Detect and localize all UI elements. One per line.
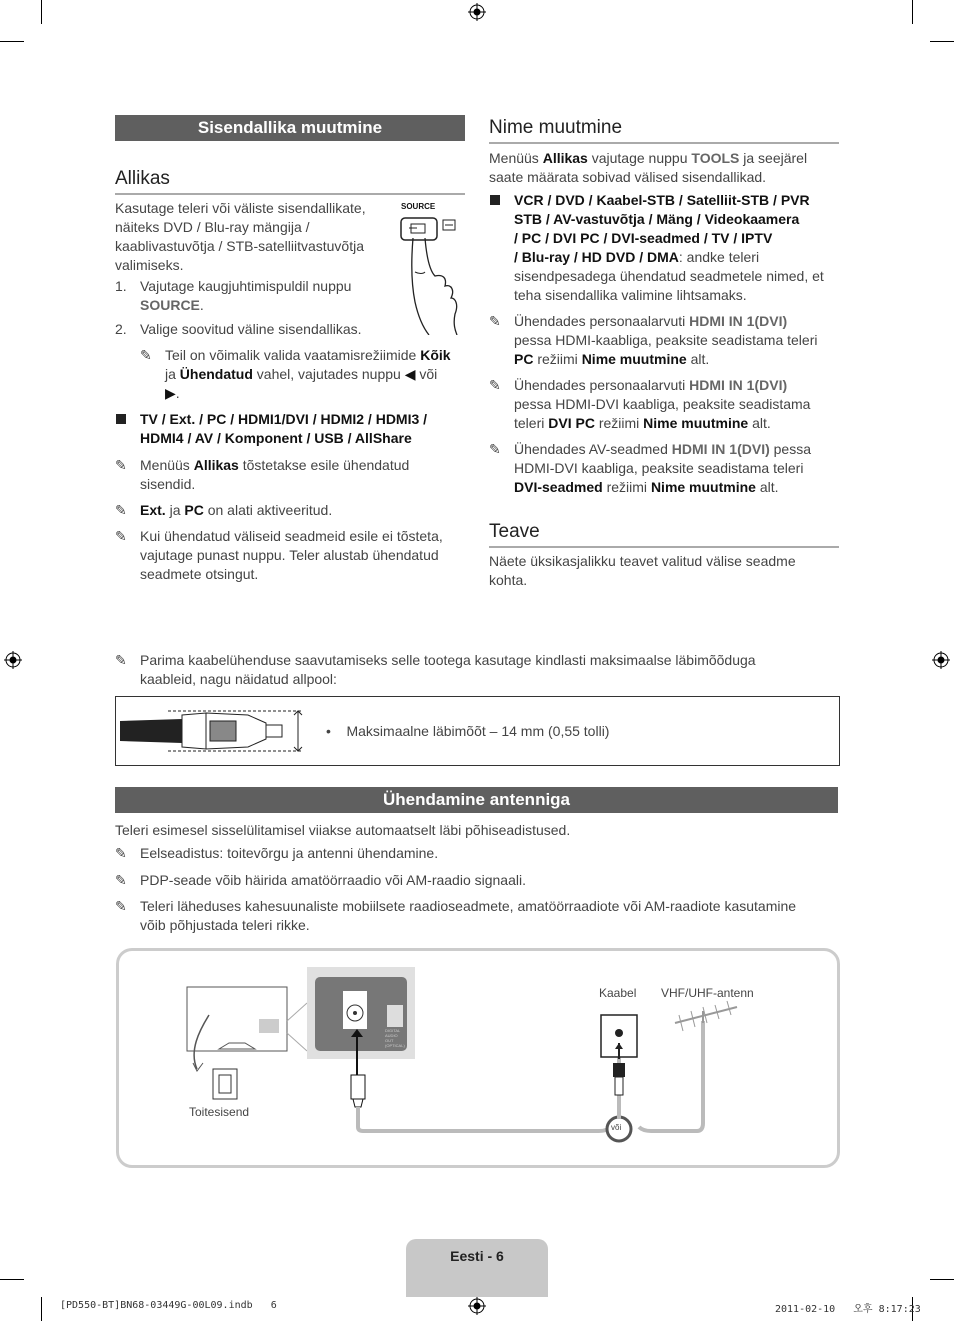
ant-in-label: ANT IN xyxy=(346,996,363,1002)
text: Ühendades personaalarvuti xyxy=(514,377,686,393)
rename-intro xyxy=(489,149,839,187)
text: Menüüs xyxy=(489,150,539,166)
note-text: PDP-seade võib häirida amatöörraadio või AM-raadio signaali. xyxy=(140,872,526,888)
note-text: ja xyxy=(169,502,181,518)
bullet-dot-icon: • xyxy=(326,723,331,739)
note-pencil-icon: ✎ xyxy=(115,457,127,473)
note-text: on alati aktiveeritud. xyxy=(207,502,333,518)
keyword: Nime muutmine xyxy=(650,479,756,495)
info-heading: Teave xyxy=(489,521,839,548)
step-text: Vajutage kaugjuhtimispuldil nuppu xyxy=(140,278,352,294)
registration-mark-icon xyxy=(4,651,22,669)
source-list-bullet xyxy=(115,410,465,448)
note-text: Teil on võimalik valida vaatamisrežiimide xyxy=(165,347,417,363)
text: teha sisendallika valimine lihtsamaks. xyxy=(514,287,747,303)
note-radio-devices xyxy=(115,897,840,935)
step-number: 2. xyxy=(115,321,127,337)
note-view-mode xyxy=(140,346,465,403)
text: Ühendades AV-seadmed xyxy=(514,441,668,457)
port-keyword: HDMI IN 1(DVI) xyxy=(689,377,788,393)
allikas-intro xyxy=(115,199,385,275)
text-line: kohta. xyxy=(489,572,528,588)
text-line: Parima kaabelühenduse saavutamiseks selle tootega kasutage kindlasti maksimaalse läbimõõduga xyxy=(140,652,756,668)
note-pencil-icon: ✎ xyxy=(115,898,127,914)
text: ja seejärel xyxy=(743,150,808,166)
keyword: Nime muutmine xyxy=(643,415,749,431)
source-list-line: HDMI4 / AV / Komponent / USB / AllShare xyxy=(140,430,412,446)
note-hdmi-dvi-pc xyxy=(489,376,839,433)
note-pencil-icon: ✎ xyxy=(115,528,127,544)
note-pencil-icon: ✎ xyxy=(115,845,127,861)
text: vajutage nuppu xyxy=(591,150,688,166)
text: režiimi xyxy=(598,415,640,431)
note-text: Kui ühendatud väliseid seadmeid esile ei tõsteta, xyxy=(140,528,443,544)
info-text xyxy=(489,552,839,590)
page-number-tab xyxy=(406,1239,548,1297)
note-pencil-icon: ✎ xyxy=(115,652,127,668)
cable-spec-item xyxy=(326,722,609,741)
digital-audio-label: DIGITAL AUDIO OUT (OPTICAL) xyxy=(385,1028,405,1048)
device-list-line: VCR / DVD / Kaabel-STB / Satelliit-STB / PVR xyxy=(514,192,810,208)
note-keyword: Ext. xyxy=(140,502,166,518)
text: alt. xyxy=(752,415,771,431)
text: režiimi xyxy=(537,351,578,367)
step-text: Valige soovitud väline sisendallikas. xyxy=(140,321,362,337)
text: alt. xyxy=(690,351,710,367)
cable-spec-box xyxy=(115,696,840,766)
text-line: kaablivastuvõtja / STB-satelliitvastuvõtja xyxy=(115,238,364,254)
text-line: Näete üksikasjalikku teavet valitud välise seadme xyxy=(489,553,796,569)
step-number: 1. xyxy=(115,278,127,294)
registration-mark-icon xyxy=(468,1297,486,1315)
note-pencil-icon: ✎ xyxy=(115,872,127,888)
text: alt. xyxy=(759,479,779,495)
keyword: DVI PC xyxy=(548,415,595,431)
note-hdmi-dvi-av xyxy=(489,440,839,497)
note-text: Teleri läheduses kahesuunaliste mobiilsete raadioseadmete, amatöörraadiote või AM-raadiote kasutamine xyxy=(140,898,797,914)
rename-heading: Nime muutmine xyxy=(489,117,839,144)
note-keyword: Ühendatud xyxy=(179,366,253,382)
note-cable-diameter xyxy=(115,651,840,689)
cable-spec-text: Maksimaalne läbimõõt – 14 mm (0,55 tolli) xyxy=(346,723,610,739)
text-line: valimiseks. xyxy=(115,257,184,273)
connection-diagram-drawing xyxy=(119,951,837,1165)
cable-connector-icon xyxy=(118,709,308,753)
text: sisendpesadega ühendatud seadmetele nimed, et xyxy=(514,268,824,284)
section-title-input-source: Sisendallika muutmine xyxy=(115,115,465,141)
tools-keyword: TOOLS xyxy=(691,150,740,166)
text: : andke teleri xyxy=(678,249,760,265)
port-keyword: HDMI IN 1(DVI) xyxy=(671,441,770,457)
antenna-label: VHF/UHF-antenn xyxy=(661,986,754,1000)
keyword: PC xyxy=(514,351,534,367)
note-pencil-icon: ✎ xyxy=(489,313,501,329)
cable-label: Kaabel xyxy=(599,986,637,1000)
device-list-line: STB / AV-vastuvõtja / Mäng / Videokaamera xyxy=(514,211,800,227)
keyword: DVI-seadmed xyxy=(514,479,603,495)
note-preset xyxy=(115,844,840,863)
allikas-heading: Allikas xyxy=(115,168,465,195)
file-info: [PD550-BT]BN68-03449G-00L09.indb 6 xyxy=(60,1300,277,1311)
note-always-active xyxy=(115,501,465,520)
text: saate määrata sobivad välised sisendallikad. xyxy=(489,169,767,185)
note-text: vahel, vajutades nuppu xyxy=(256,366,401,382)
bullet-square-icon xyxy=(490,195,500,205)
antenna-intro: Teleri esimesel sisselülitamisel viiakse automaatselt läbi põhiseadistused. xyxy=(115,822,571,838)
note-highlighted xyxy=(115,456,465,494)
section-title-antenna: Ühendamine antenniga xyxy=(115,787,838,813)
left-arrow-icon: ◀ xyxy=(404,366,416,382)
note-text: võib põhjustada teleri rikke. xyxy=(140,917,310,933)
crop-mark xyxy=(912,0,913,24)
text-line: Kasutage teleri või väliste sisendallikate, xyxy=(115,200,366,216)
note-text: vajutage punast nuppu. Teler alustab ühendatud xyxy=(140,547,439,563)
text-line: kaableid, nagu näidatud allpool: xyxy=(140,671,337,687)
device-list-bullet xyxy=(489,191,839,305)
device-list-line: / Blu-ray / HD DVD / DMA xyxy=(514,249,679,265)
port-keyword: HDMI IN 1(DVI) xyxy=(689,313,788,329)
registration-mark-icon xyxy=(468,3,486,21)
right-arrow-icon: ▶ xyxy=(165,385,176,401)
note-text: seadmete otsingut. xyxy=(140,566,259,582)
crop-mark xyxy=(0,1279,24,1280)
note-hdmi-pc xyxy=(489,312,839,369)
note-text: Menüüs xyxy=(140,457,190,473)
crop-mark xyxy=(930,1279,954,1280)
step-2 xyxy=(115,320,465,339)
remote-hand-illustration xyxy=(395,200,467,335)
source-list-line: TV / Ext. / PC / HDMI1/DVI / HDMI2 / HDMI3 / xyxy=(140,411,428,427)
note-text: ja xyxy=(165,366,176,382)
text: režiimi xyxy=(606,479,648,495)
note-keyword: Allikas xyxy=(193,457,239,473)
text-line: näiteks DVD / Blu-ray mängija / xyxy=(115,219,310,235)
note-pencil-icon: ✎ xyxy=(115,502,127,518)
note-pencil-icon: ✎ xyxy=(140,347,152,363)
note-text: tõstetakse esile ühendatud xyxy=(242,457,410,473)
hand-pressing-button-icon xyxy=(395,212,467,335)
text: pessa HDMI-DVI kaabliga, peaksite seadistama xyxy=(514,396,811,412)
print-timestamp: 2011-02-10 오후 8:17:23 xyxy=(775,1304,921,1315)
or-label: või xyxy=(611,1123,622,1132)
note-text: sisendid. xyxy=(140,476,196,492)
note-keyword: Kõik xyxy=(420,347,451,363)
keyword: Nime muutmine xyxy=(581,351,687,367)
crop-mark xyxy=(41,1297,42,1321)
source-label: SOURCE xyxy=(401,202,436,211)
step-1 xyxy=(115,277,385,315)
source-keyword: SOURCE xyxy=(140,297,200,313)
note-keyword: PC xyxy=(184,502,204,518)
page-number: Eesti - 6 xyxy=(450,1248,504,1264)
keyword: Allikas xyxy=(542,150,588,166)
registration-mark-icon xyxy=(932,651,950,669)
text: pessa xyxy=(773,441,811,457)
text: HDMI-DVI kaabliga, peaksite seadistama teleri xyxy=(514,460,804,476)
note-pencil-icon: ✎ xyxy=(489,377,501,393)
punctuation: . xyxy=(199,297,204,313)
device-list-line: / PC / DVI PC / DVI-seadmed / TV / IPTV xyxy=(514,230,773,246)
crop-mark xyxy=(0,41,24,42)
note-pencil-icon: ✎ xyxy=(489,441,501,457)
text: teleri xyxy=(514,415,545,431)
text: pessa HDMI-kaabliga, peaksite seadistama teleri xyxy=(514,332,818,348)
crop-mark xyxy=(41,0,42,24)
crop-mark xyxy=(930,41,954,42)
power-input-label: Toitesisend xyxy=(189,1105,250,1119)
note-text: Eelseadistus: toitevõrgu ja antenni ühendamine. xyxy=(140,845,439,861)
note-red-button xyxy=(115,527,465,584)
note-pdp-interference xyxy=(115,871,840,890)
antenna-connection-diagram xyxy=(116,948,840,1168)
text: Ühendades personaalarvuti xyxy=(514,313,686,329)
punctuation: . xyxy=(175,385,180,401)
note-text: või xyxy=(419,366,438,382)
bullet-square-icon xyxy=(116,414,126,424)
